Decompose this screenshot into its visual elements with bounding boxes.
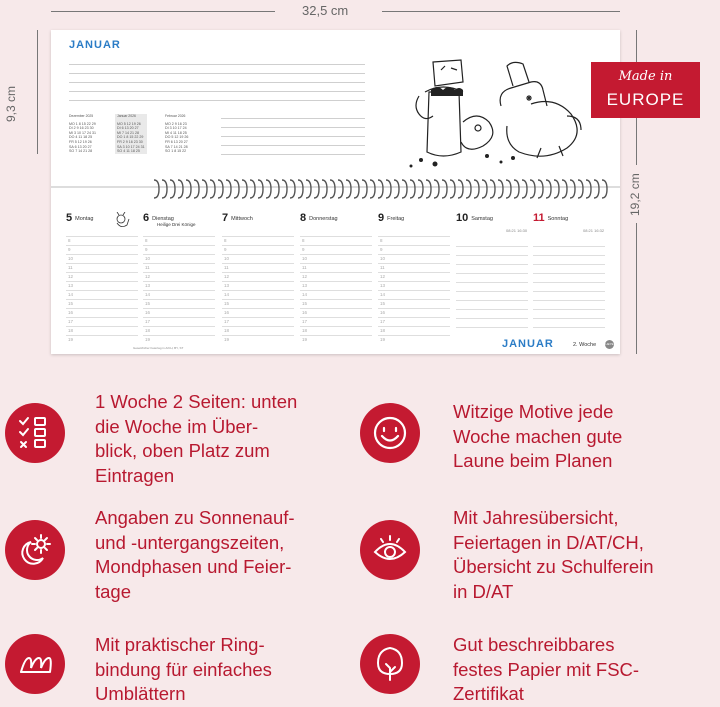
hour-label: 11 xyxy=(68,265,73,270)
hour-label: 8 xyxy=(380,238,383,243)
mini-calendar-january: Januar 2026 MO 5 12 19 26 DI 6 13 20 27 MI 7 14 21 28 DO 1 8 15 22 29 FR 2 9 16 23 30 SA 3 10 17 24 31 SO 4 11 18 25 xyxy=(117,114,145,154)
day-number: 6 xyxy=(143,212,150,224)
feature-text-motifs: Witzige Motive jede Woche machen gute Laune beim Planen xyxy=(453,401,623,471)
hour-line xyxy=(222,308,294,309)
hour-line xyxy=(222,290,294,291)
hour-label: 11 xyxy=(145,265,150,270)
hour-label: 13 xyxy=(68,283,74,288)
hour-line xyxy=(66,245,138,246)
mini-calendar-february: Februar 2026 MO 2 9 16 23 DI 3 10 17 24 MI 4 11 18 25 DO 5 12 19 26 FR 6 13 20 27 SA 7 14 21 28 SO 1 8 15 22 xyxy=(165,114,189,154)
day-number: 10 xyxy=(456,212,469,224)
writing-line xyxy=(533,309,605,310)
writing-line xyxy=(456,318,528,319)
hour-line xyxy=(66,254,138,255)
made-in-europe-badge: Made in EUROPE xyxy=(591,62,700,118)
desk-calendar xyxy=(51,30,620,354)
hour-label: 11 xyxy=(380,265,385,270)
day-column xyxy=(533,208,607,348)
writing-line xyxy=(221,118,365,119)
hour-label: 18 xyxy=(224,328,230,333)
hour-line xyxy=(300,299,372,300)
day-column xyxy=(300,208,374,348)
writing-line xyxy=(456,327,528,328)
day-column xyxy=(143,208,217,348)
hour-line xyxy=(222,317,294,318)
holiday-label: Heilige Drei Könige xyxy=(157,222,196,227)
hour-label: 12 xyxy=(224,274,230,279)
eye-icon xyxy=(360,520,420,580)
hour-label: 18 xyxy=(145,328,151,333)
hour-label: 13 xyxy=(380,283,386,288)
writing-line xyxy=(533,273,605,274)
hour-label: 11 xyxy=(302,265,307,270)
hour-line xyxy=(378,281,450,282)
small-cartoon xyxy=(113,212,133,230)
hour-line xyxy=(222,272,294,273)
hour-label: 15 xyxy=(224,301,230,306)
day-column xyxy=(456,208,530,348)
hour-label: 10 xyxy=(68,256,74,261)
hour-label: 10 xyxy=(380,256,386,261)
hour-line xyxy=(378,236,450,237)
hour-line xyxy=(66,290,138,291)
hour-line xyxy=(378,245,450,246)
calendar-week-page xyxy=(51,200,620,354)
writing-line xyxy=(533,291,605,292)
hour-line xyxy=(300,254,372,255)
hour-line xyxy=(300,326,372,327)
writing-line xyxy=(456,246,528,247)
hour-line xyxy=(300,236,372,237)
day-name: Samstag xyxy=(471,216,493,222)
hour-label: 14 xyxy=(224,292,230,297)
hour-label: 17 xyxy=(68,319,74,324)
height-total-dimension-line-bottom xyxy=(636,223,637,354)
writing-line xyxy=(69,100,365,101)
publisher-logo: HEYE xyxy=(605,340,614,349)
day-number: 5 xyxy=(66,212,73,224)
moon-sun-icon xyxy=(5,520,65,580)
hour-line xyxy=(378,308,450,309)
hour-line xyxy=(300,263,372,264)
hour-line xyxy=(222,236,294,237)
hour-line xyxy=(300,308,372,309)
hour-label: 19 xyxy=(224,337,230,342)
hour-label: 13 xyxy=(302,283,308,288)
hour-label: 15 xyxy=(302,301,308,306)
writing-line xyxy=(69,91,365,92)
writing-line xyxy=(69,64,365,65)
hour-label: 19 xyxy=(302,337,308,342)
hour-label: 18 xyxy=(302,328,308,333)
sunrise-sunset-info: 08:21 16:32 xyxy=(583,228,605,233)
hour-label: 17 xyxy=(302,319,308,324)
hour-line xyxy=(222,299,294,300)
hour-line xyxy=(143,254,215,255)
hour-label: 9 xyxy=(380,247,383,252)
hour-label: 8 xyxy=(302,238,305,243)
writing-line xyxy=(533,282,605,283)
hour-line xyxy=(222,281,294,282)
hour-line xyxy=(378,272,450,273)
hour-label: 9 xyxy=(145,247,148,252)
hour-line xyxy=(300,281,372,282)
hour-label: 16 xyxy=(145,310,151,315)
hour-line xyxy=(222,335,294,336)
hour-label: 17 xyxy=(380,319,386,324)
hour-line xyxy=(66,281,138,282)
calendar-top-page xyxy=(51,30,620,184)
hour-label: 12 xyxy=(145,274,151,279)
hour-line xyxy=(143,272,215,273)
hour-line xyxy=(66,299,138,300)
hour-line xyxy=(143,263,215,264)
hour-line xyxy=(143,317,215,318)
writing-line xyxy=(456,282,528,283)
hour-line xyxy=(66,317,138,318)
writing-line xyxy=(221,154,365,155)
hour-label: 8 xyxy=(68,238,71,243)
hour-label: 14 xyxy=(302,292,308,297)
hour-line xyxy=(143,245,215,246)
hour-line xyxy=(66,263,138,264)
hour-line xyxy=(66,308,138,309)
hour-label: 10 xyxy=(145,256,151,261)
checklist-icon xyxy=(5,403,65,463)
hour-label: 8 xyxy=(224,238,227,243)
ring-binding-icon xyxy=(5,634,65,694)
hour-line xyxy=(143,308,215,309)
mini-calendar-december: Dezember 2025 MO 1 8 15 22 29 DI 2 9 16 23 30 MI 3 10 17 24 31 DO 4 11 18 25 FR 5 12 19 26 SA 6 13 20 27 SO 7 14 21 28 xyxy=(69,114,96,154)
hour-line xyxy=(222,245,294,246)
writing-line xyxy=(69,82,365,83)
hour-label: 9 xyxy=(224,247,227,252)
feature-text-paper: Gut beschreibbares festes Papier mit FSC- Zertifikat xyxy=(453,634,640,704)
hour-line xyxy=(378,254,450,255)
writing-line xyxy=(456,273,528,274)
hour-line xyxy=(378,299,450,300)
writing-line xyxy=(456,309,528,310)
day-column xyxy=(222,208,296,348)
hour-line xyxy=(222,326,294,327)
hour-line xyxy=(143,281,215,282)
day-name: Freitag xyxy=(387,216,405,222)
writing-line xyxy=(456,300,528,301)
writing-line xyxy=(221,127,365,128)
hour-line xyxy=(300,317,372,318)
hour-label: 14 xyxy=(68,292,74,297)
hour-label: 9 xyxy=(68,247,71,252)
hour-label: 10 xyxy=(302,256,308,261)
hour-line xyxy=(378,326,450,327)
hour-label: 16 xyxy=(68,310,74,315)
width-label: 32,5 cm xyxy=(302,3,349,18)
writing-line xyxy=(533,300,605,301)
hour-label: 16 xyxy=(224,310,230,315)
tree-icon xyxy=(360,634,420,694)
feature-text-binding: Mit praktischer Ring- bindung für einfaches Umblättern xyxy=(95,634,272,704)
sunrise-sunset-info: 08:21 16:30 xyxy=(506,228,528,233)
hour-label: 13 xyxy=(145,283,151,288)
hour-label: 19 xyxy=(68,337,74,342)
hour-line xyxy=(66,335,138,336)
hour-label: 10 xyxy=(224,256,230,261)
hour-label: 19 xyxy=(145,337,151,342)
day-name: Donnerstag xyxy=(309,216,338,222)
writing-line xyxy=(456,291,528,292)
hour-label: 15 xyxy=(145,301,151,306)
hour-line xyxy=(300,290,372,291)
cartoon-illustration xyxy=(391,52,601,174)
hour-label: 18 xyxy=(68,328,74,333)
feature-text-overview: Mit Jahresübersicht, Feiertagen in D/AT/CH, Übersicht zu Schulferein in D/AT xyxy=(453,507,654,602)
hour-label: 12 xyxy=(380,274,386,279)
hour-line xyxy=(66,272,138,273)
writing-line xyxy=(533,255,605,256)
day-number: 8 xyxy=(300,212,307,224)
hour-label: 15 xyxy=(380,301,386,306)
height-total-label: 19,2 cm xyxy=(628,173,642,216)
week-number: 2. Woche xyxy=(573,342,597,348)
writing-line xyxy=(533,318,605,319)
hour-label: 12 xyxy=(68,274,74,279)
hour-label: 19 xyxy=(380,337,386,342)
hour-label: 18 xyxy=(380,328,386,333)
height-top-label: 9,3 cm xyxy=(4,85,18,122)
hour-label: 16 xyxy=(302,310,308,315)
hour-line xyxy=(300,245,372,246)
feature-text-sun-moon: Angaben zu Sonnenauf- und -untergangszeiten, Mondphasen und Feier- tage xyxy=(95,507,295,602)
writing-line xyxy=(533,246,605,247)
day-name: Dienstag xyxy=(152,216,174,222)
month-title: JANUAR xyxy=(69,39,121,51)
hour-label: 17 xyxy=(145,319,151,324)
day-number: 11 xyxy=(533,212,545,224)
holiday-footnote: Gesetzlicher Feiertag in A/CH, BY, ST xyxy=(133,346,184,350)
writing-line xyxy=(533,264,605,265)
hour-line xyxy=(378,317,450,318)
day-name: Montag xyxy=(75,216,94,222)
hour-label: 14 xyxy=(380,292,386,297)
hour-line xyxy=(300,335,372,336)
height-top-dimension-line xyxy=(37,30,38,154)
hour-line xyxy=(143,299,215,300)
day-name: Sonntag xyxy=(547,216,569,222)
day-number: 7 xyxy=(222,212,229,224)
hour-line xyxy=(378,335,450,336)
hour-label: 17 xyxy=(224,319,230,324)
hour-label: 13 xyxy=(224,283,230,288)
writing-line xyxy=(533,327,605,328)
hour-line xyxy=(222,254,294,255)
hour-line xyxy=(143,236,215,237)
day-number: 9 xyxy=(378,212,385,224)
feature-text-week: 1 Woche 2 Seiten: unten die Woche im Über- blick, oben Platz zum Eintragen xyxy=(95,391,298,486)
ring-binding xyxy=(51,178,620,200)
hour-line xyxy=(143,290,215,291)
hour-label: 14 xyxy=(145,292,151,297)
writing-line xyxy=(221,145,365,146)
writing-line xyxy=(69,73,365,74)
bottom-month-title: JANUAR xyxy=(502,338,554,350)
day-name: Mittwoch xyxy=(231,216,253,222)
hour-line xyxy=(66,236,138,237)
hour-line xyxy=(300,272,372,273)
day-column xyxy=(378,208,452,348)
width-dimension-line-left xyxy=(51,11,275,12)
hour-line xyxy=(143,326,215,327)
writing-line xyxy=(456,264,528,265)
hour-line xyxy=(378,263,450,264)
hour-label: 9 xyxy=(302,247,305,252)
hour-line xyxy=(143,335,215,336)
hour-label: 11 xyxy=(224,265,229,270)
hour-line xyxy=(378,290,450,291)
hour-label: 15 xyxy=(68,301,74,306)
hour-label: 12 xyxy=(302,274,308,279)
width-dimension-line-right xyxy=(382,11,620,12)
smiley-icon xyxy=(360,403,420,463)
writing-line xyxy=(221,136,365,137)
writing-line xyxy=(456,255,528,256)
hour-line xyxy=(222,263,294,264)
hour-label: 16 xyxy=(380,310,386,315)
hour-label: 8 xyxy=(145,238,148,243)
hour-line xyxy=(66,326,138,327)
